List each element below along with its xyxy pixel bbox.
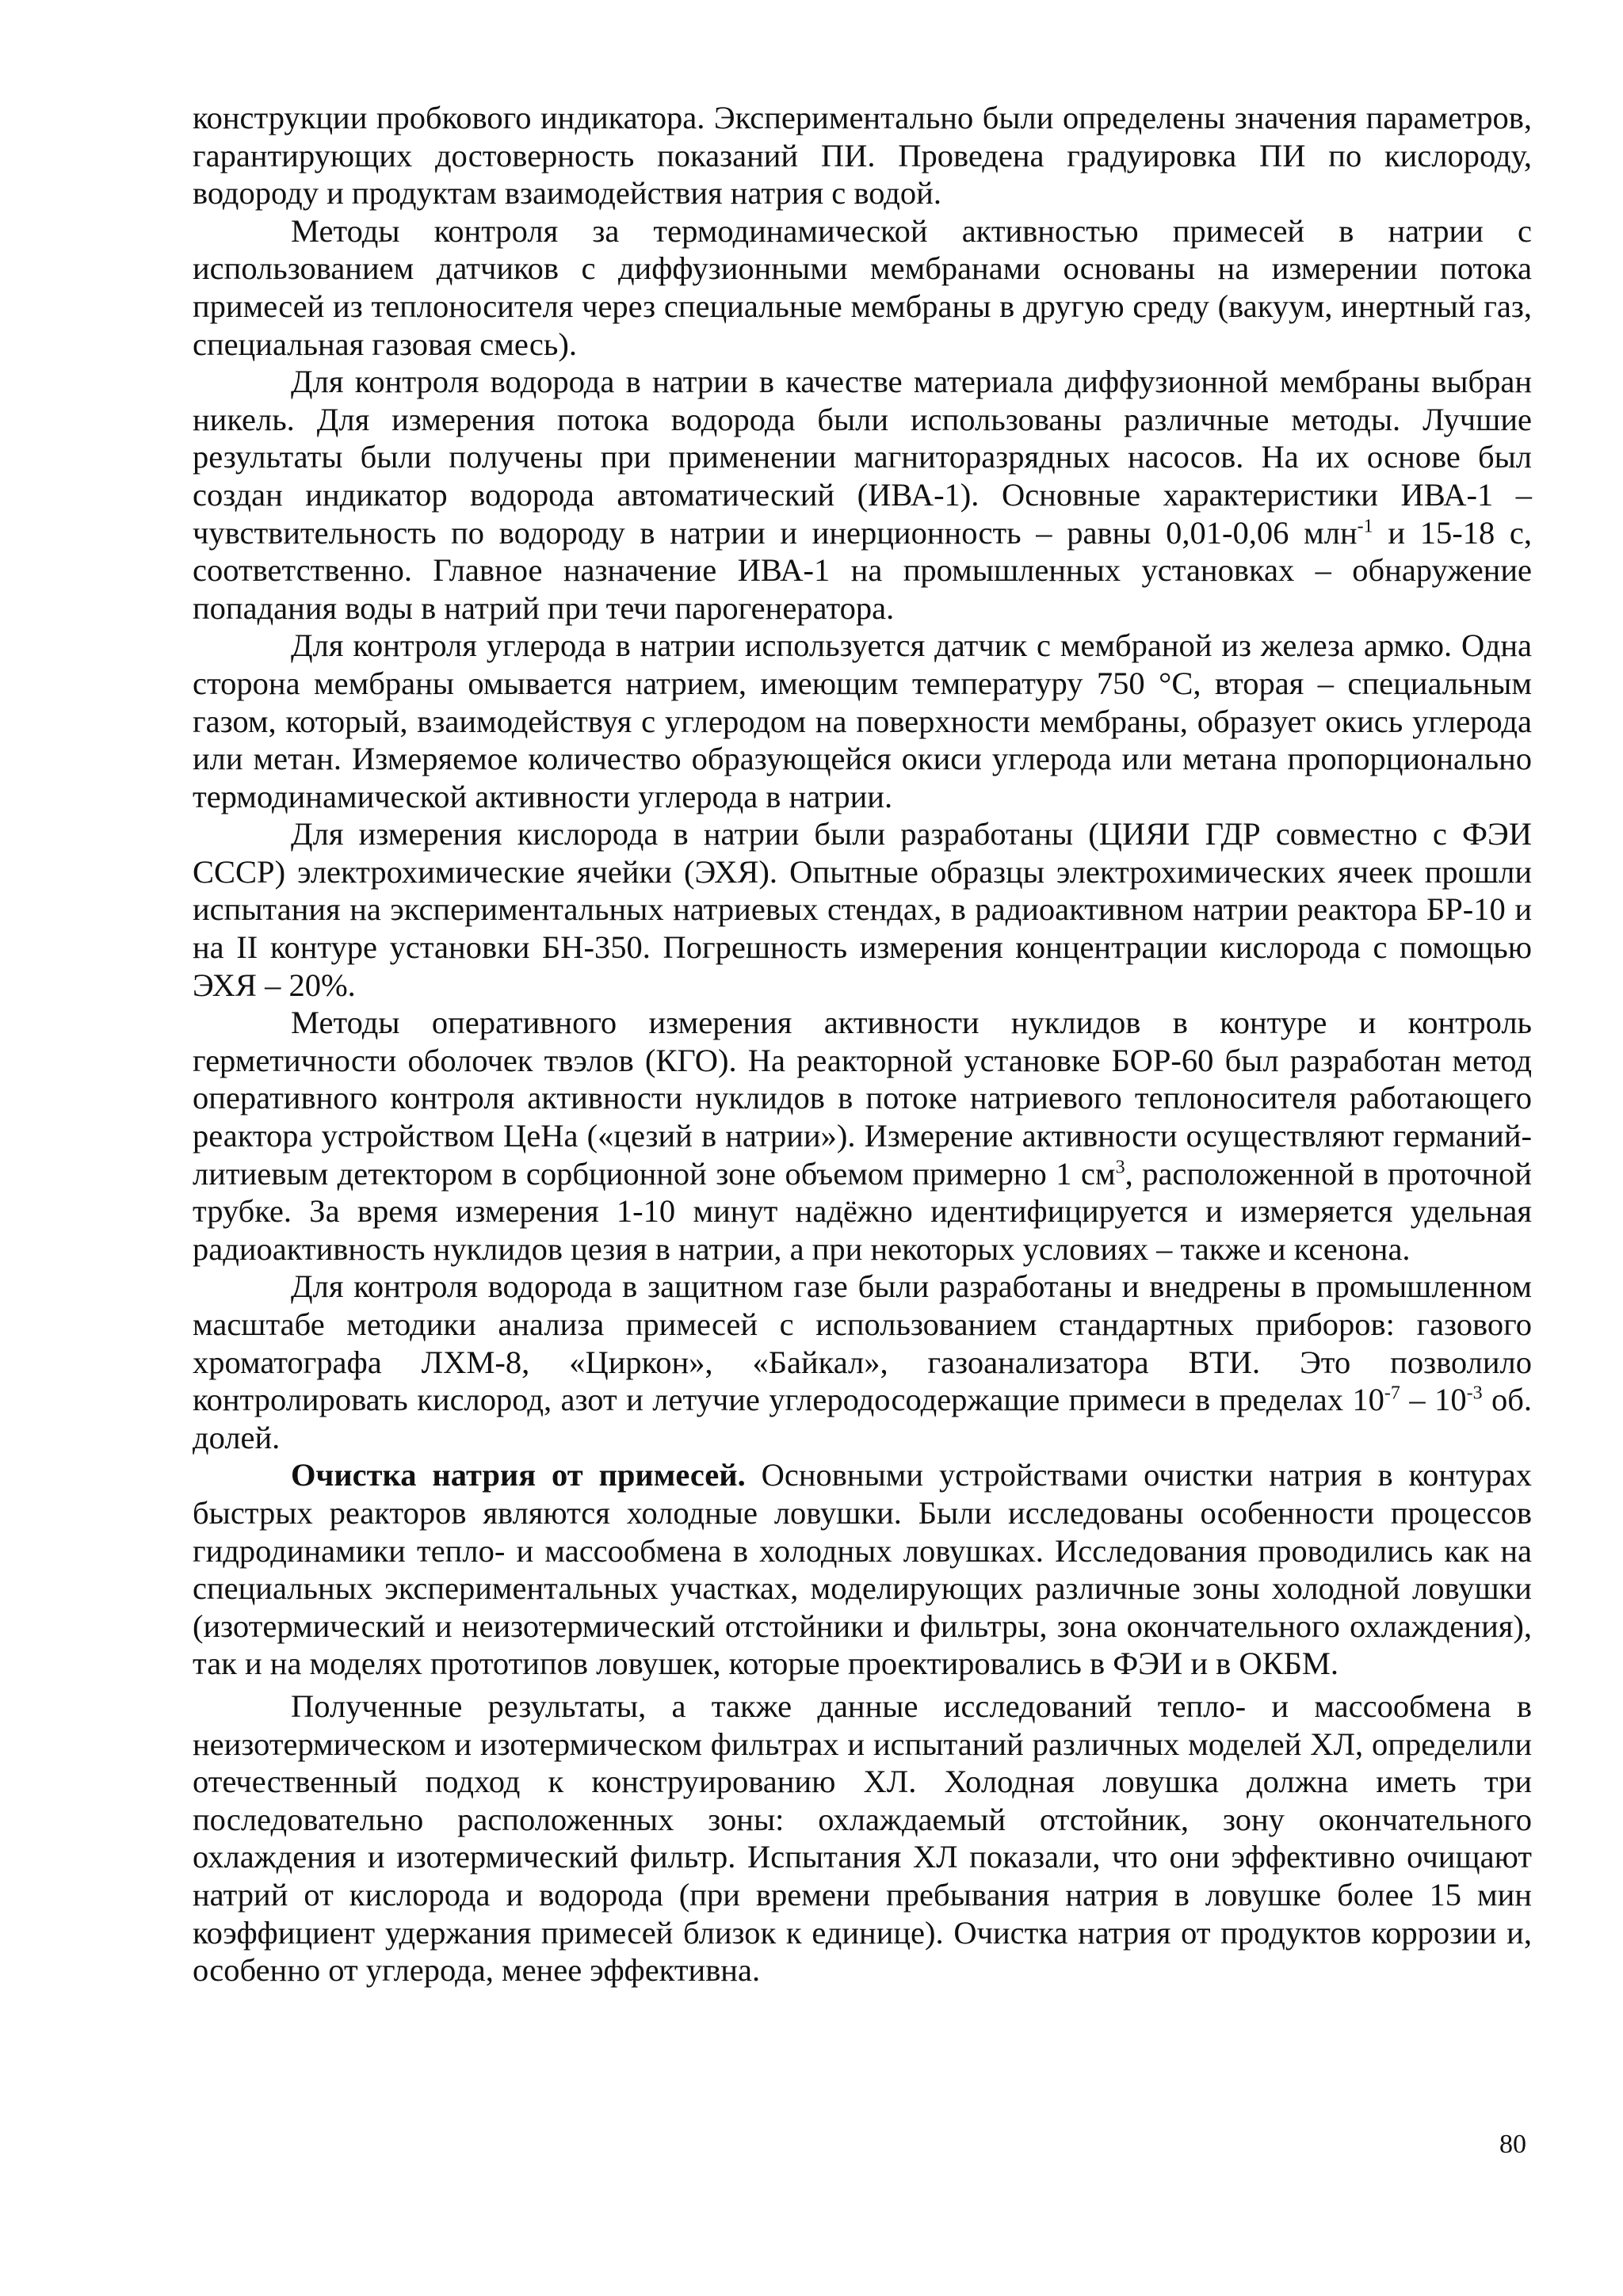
- paragraph-5: Для измерения кислорода в натрии были разработаны (ЦИЯИ ГДР совместно с ФЭИ СССР) электрохимические ячейки (ЭХЯ). Опытные образцы электрохимических ячеек прошли испытания на экспериментальных натриевых стендах, в радиоактивном натрии реактора БР-10 и на II контуре установки БН-350. Погрешность измерения концентрации кислорода с помощью ЭХЯ – 20%.: [193, 816, 1532, 1003]
- superscript: 3: [1115, 1157, 1125, 1178]
- paragraph-2: Методы контроля за термодинамической активностью примесей в натрии с использованием датчиков с диффузионными мембранами основаны на измерении потока примесей из теплоносителя через специальные мембраны в другую среду (вакуум, инертный газ, специальная газовая смесь).: [193, 212, 1532, 362]
- paragraph-8-text: Основными устройствами очистки натрия в контурах быстрых реакторов являются холодные ловушки. Были исследованы особенности процессов гидродинамики тепло- и массообмена в холодных ловушках. Исследования проводились как на специальных экспериментальных участках, моделирующих различные зоны холодной ловушки (изотермический и неизотермический отстойники и фильтры, зона окончательного охлаждения), так и на моделях прототипов ловушек, которые проектировались в ФЭИ и в ОКБМ.: [193, 1457, 1532, 1682]
- paragraph-3-text-a: Для контроля водорода в натрии в качестве материала диффузионной мембраны выбран никель. Для измерения потока водорода были использованы различные методы. Лучшие результаты были получены при применении магниторазрядных насосов. На их основе был создан индикатор водорода автоматический (ИВА-1). Основные характеристики ИВА-1 – чувствительность по водороду в натрии и инерционность – равны 0,01-0,06 млн: [193, 364, 1532, 551]
- paragraph-7-text-a: Для контроля водорода в защитном газе были разработаны и внедрены в промышленном масштабе методики анализа примесей с использованием стандартных приборов: газового хроматографа ЛХМ-8, «Циркон», «Байкал», газоанализатора ВТИ. Это позволило контролировать кислород, азот и летучие углеродосодержащие примеси в пределах 10: [193, 1268, 1532, 1418]
- superscript: -3: [1466, 1383, 1483, 1404]
- paragraph-7-text-b: – 10: [1400, 1382, 1467, 1418]
- paragraph-7: [193, 1268, 1532, 1456]
- paragraph-6-text-b: , расположенной в проточной трубке. За время измерения 1-10 минут надёжно идентифицируется и измеряется удельная радиоактивность нуклидов цезия в натрии, а при некоторых условиях – также и ксенона.: [193, 1155, 1532, 1267]
- section-heading: Очистка натрия от примесей.: [291, 1457, 746, 1493]
- paragraph-8: [193, 1456, 1532, 1683]
- superscript: -7: [1384, 1383, 1400, 1404]
- paragraph-3: [193, 363, 1532, 627]
- paragraph-3-text-b: и 15-18 с, соответственно. Главное назначение ИВА-1 на промышленных установках – обнаружение попадания воды в натрий при течи парогенератора.: [193, 514, 1532, 626]
- page-number: 80: [1499, 2130, 1526, 2159]
- superscript: -1: [1357, 516, 1373, 537]
- paragraph-6-text-a: Методы оперативного измерения активности нуклидов в контуре и контроль герметичности оболочек твэлов (КГО). На реакторной установке БОР-60 был разработан метод оперативного контроля активности нуклидов в потоке натриевого теплоносителя работающего реактора устройством ЦеНа («цезий в натрии»). Измерение активности осуществляют германий-литиевым детектором в сорбционной зоне объемом примерно 1 см: [193, 1005, 1532, 1192]
- paragraph-6: [193, 1004, 1532, 1268]
- paragraph-1: конструкции пробкового индикатора. Экспериментально были определены значения параметров, гарантирующих достоверность показаний ПИ. Проведена градуировка ПИ по кислороду, водороду и продуктам взаимодействия натрия с водой.: [193, 100, 1532, 212]
- paragraph-4: Для контроля углерода в натрии используется датчик с мембраной из железа армко. Одна сторона мембраны омывается натрием, имеющим температуру 750 °С, вторая – специальным газом, который, взаимодействуя с углеродом на поверхности мембраны, образует окись углерода или метан. Измеряемое количество образующейся окиси углерода или метана пропорционально термодинамической активности углерода в натрии.: [193, 627, 1532, 814]
- paragraph-7-text-c: об. долей.: [193, 1382, 1533, 1455]
- paragraph-9: Полученные результаты, а также данные исследований тепло- и массообмена в неизотермическом и изотермическом фильтрах и испытаний различных моделей ХЛ, определили отечественный подход к конструированию ХЛ. Холодная ловушка должна иметь три последовательно расположенных зоны: охлаждаемый отстойник, зону окончательного охлаждения и изотермический фильтр. Испытания ХЛ показали, что они эффективно очищают натрий от кислорода и водорода (при времени пребывания натрия в ловушке более 15 мин коэффициент удержания примесей близок к единице). Очистка натрия от продуктов коррозии и, особенно от углерода, менее эффективна.: [193, 1688, 1532, 1989]
- body-text: [193, 99, 1532, 1989]
